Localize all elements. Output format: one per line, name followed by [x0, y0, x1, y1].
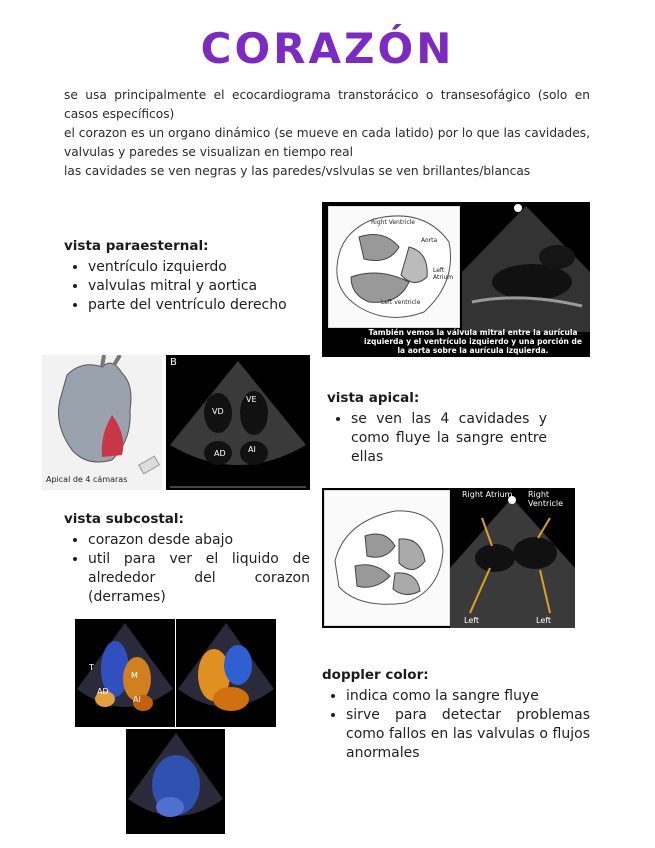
figure-label: Left: [464, 616, 480, 625]
list-item: • ventrículo izquierdo: [88, 258, 314, 277]
figure-label: M: [131, 671, 138, 680]
figure-label: AI: [248, 445, 256, 454]
ultrasound-image: [166, 355, 310, 490]
intro-line: las cavidades se ven negras y las paredes/vslvulas se ven brillantes/blancas: [64, 164, 531, 178]
figure-label: VD: [212, 407, 224, 416]
doppler-ultrasound-image: [75, 619, 175, 727]
heart-illustration: [42, 355, 162, 490]
figure-label: Left: [536, 616, 552, 625]
ultrasound-image: [450, 488, 575, 628]
ultrasound-image: [462, 202, 590, 332]
figure-label: Right Ventricle: [371, 219, 415, 226]
figure-label: AD: [214, 449, 226, 458]
list-item: • sirve para detectar problemas como fallos en las valvulas o flujos anormales: [346, 706, 590, 763]
panel-label: B: [170, 357, 177, 368]
section-heading: vista apical:: [327, 390, 420, 406]
heart-3d-image: [42, 355, 162, 475]
section-heading: vista paraesternal:: [64, 238, 209, 254]
paraesternal-figure: [322, 202, 590, 357]
list-item: • se ven las 4 cavidades y como fluye la sangre entre ellas: [351, 410, 547, 467]
page-title: CORAZÓN: [200, 24, 455, 73]
section-doppler: [322, 667, 590, 763]
intro-text: [64, 86, 590, 181]
figure-caption: Apical de 4 cámaras: [46, 475, 128, 484]
figure-caption: También vemos la válvula mitral entre la aurícula izquierda y el ventrículo izquierdo y una porción de la aorta sobre la aurícula izquierda.: [364, 328, 582, 355]
section-apical: [327, 390, 547, 467]
intro-line: el corazon es un organo dinámico (se mueve en cada latido) por lo que las cavidades, valvulas y paredes se visualizan en tiempo real: [64, 126, 590, 159]
figure-label: Right Ventricle: [528, 490, 564, 508]
doppler-image-2: [176, 619, 276, 727]
subcostal-figure: [322, 488, 575, 628]
figure-label: AD: [97, 687, 109, 696]
section-subcostal: [64, 511, 310, 607]
figure-label: VE: [246, 395, 257, 404]
list-item: • parte del ventrículo derecho: [88, 296, 314, 315]
list-item: • indica como la sangre fluye: [346, 687, 590, 706]
subcostal-diagram: [324, 490, 450, 626]
section-heading: vista subcostal:: [64, 511, 184, 527]
intro-line: se usa principalmente el ecocardiograma transtorácico o transesofágico (solo en casos específicos): [64, 88, 590, 121]
section-heading: doppler color:: [322, 667, 429, 683]
ultrasound-apical: [166, 355, 310, 490]
figure-label: Left Atrium: [433, 267, 454, 281]
figure-label: T: [89, 663, 94, 672]
figure-label: Aorta: [421, 237, 438, 244]
figure-label: Left ventricle: [381, 299, 421, 306]
list-item: • valvulas mitral y aortica: [88, 277, 314, 296]
figure-label: AI: [133, 695, 141, 704]
doppler-ultrasound-image: [176, 619, 276, 727]
figure-label: Right Atrium: [462, 490, 513, 499]
apical-figure: [42, 355, 310, 490]
list-item: • corazon desde abajo: [88, 531, 310, 550]
heart-sketch-image: [325, 491, 449, 625]
doppler-image-1: [75, 619, 175, 727]
paraesternal-diagram: [328, 206, 460, 328]
doppler-ultrasound-image: [126, 729, 225, 834]
doppler-image-3: [126, 729, 225, 834]
list-item: • util para ver el liquido de alrededor del corazon (derrames): [88, 550, 310, 607]
section-paraesternal: [64, 238, 314, 315]
